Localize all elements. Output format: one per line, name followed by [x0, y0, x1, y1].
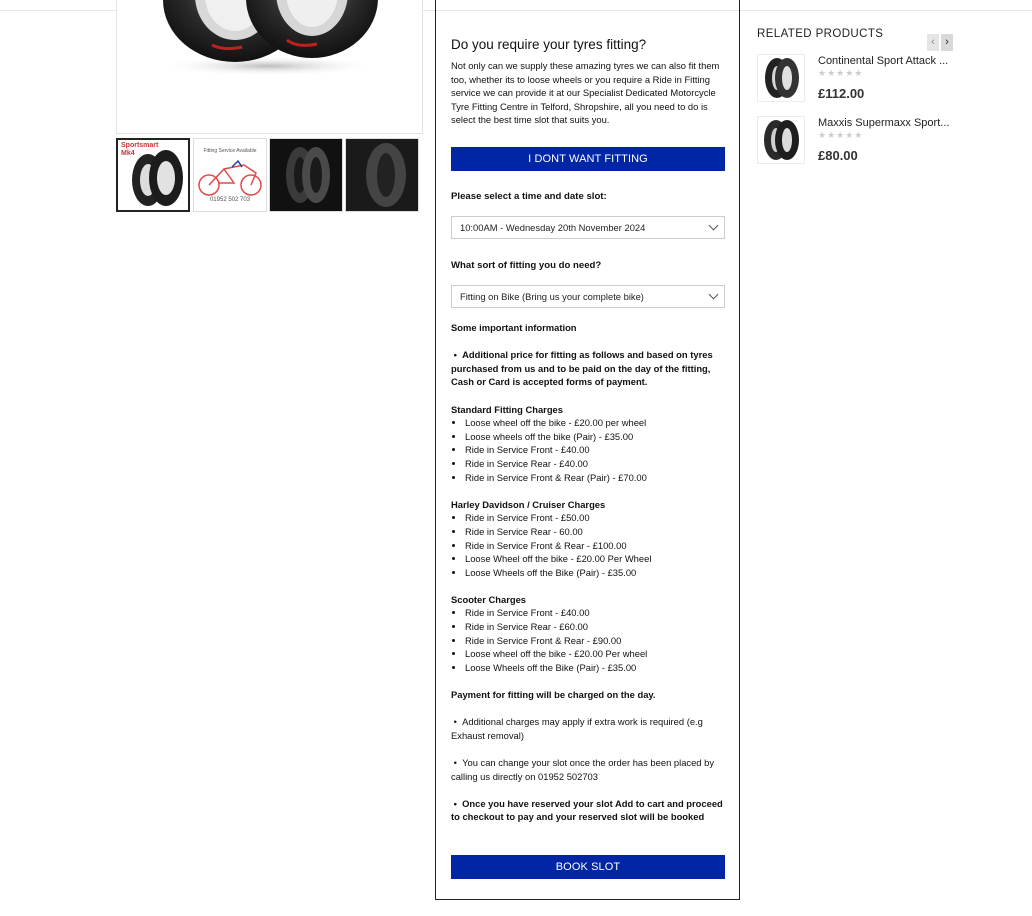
- tyre-pair-icon: [270, 139, 342, 211]
- charge-item: • Ride in Service Rear - £60.00: [465, 620, 725, 634]
- additional-price-text: Additional price for fitting as follows and based on tyres purchased from us and to be paid on the day of the fitting, Cash or Card is accepted forms of payment.: [451, 349, 713, 388]
- charge-item: • Ride in Service Front & Rear - £90.00: [465, 634, 725, 648]
- no-fitting-button[interactable]: I DONT WANT FITTING: [451, 147, 725, 171]
- chevron-down-icon: [709, 290, 719, 300]
- rating-stars: ★★★★★: [818, 130, 864, 140]
- scooter-charges-title: Scooter Charges: [451, 593, 527, 605]
- charge-item: • Ride in Service Rear - 60.00: [465, 525, 725, 539]
- standard-charges-title: Standard Fitting Charges: [451, 403, 563, 415]
- charge-item: • Loose Wheel off the bike - £20.00 Per Wheel: [465, 552, 725, 566]
- time-slot-select[interactable]: [451, 216, 725, 239]
- tyres-image: [117, 0, 422, 133]
- fitting-intro: Not only can we supply these amazing tyres we can also fit them too, whether its to loose wheels or you require a Ride in Fitting service we can provide it at our Specialist Dedicated Motorcycle Tyre Fitting Centre in Telford, Shropshire, all you need to do is select the best time slot that suits you.: [451, 60, 720, 126]
- carousel-next-button[interactable]: ›: [941, 34, 953, 51]
- fitting-type-label: What sort of fitting you do need?: [451, 260, 602, 271]
- charge-item: • Ride in Service Rear - £40.00: [465, 457, 725, 471]
- time-slot-label: Please select a time and date slot:: [451, 191, 607, 202]
- product-thumbnail[interactable]: [757, 116, 805, 164]
- product-name[interactable]: Maxxis Supermaxx Sport...: [818, 117, 950, 129]
- product-price: £112.00: [818, 86, 865, 101]
- fitting-type-select[interactable]: [451, 285, 725, 308]
- book-slot-button[interactable]: BOOK SLOT: [451, 855, 725, 879]
- thumbnail-caption: Sportsmart Mk4: [121, 142, 159, 157]
- tyre-icon: [758, 55, 804, 101]
- product-name[interactable]: Continental Sport Attack ...: [818, 55, 949, 67]
- info-heading: Some important information: [451, 322, 577, 333]
- payment-note: Payment for fitting will be charged on the day.: [451, 689, 656, 701]
- thumbnail-4[interactable]: [345, 138, 419, 212]
- product-thumbnail[interactable]: [757, 54, 805, 102]
- rating-stars: ★★★★★: [818, 68, 864, 78]
- thumbnail-1[interactable]: [116, 138, 190, 212]
- tyre-icon: [758, 117, 804, 163]
- charge-item: • Ride in Service Front - £40.00: [465, 606, 725, 620]
- fitting-type-value: Fitting on Bike (Bring us your complete bike): [460, 291, 644, 302]
- extra-charges-note: Additional charges may apply if extra work is required (e.g Exhaust removal): [451, 716, 703, 741]
- tyre-thumb-icon: [118, 140, 188, 210]
- charge-item: • Loose wheel off the bike - £20.00 Per wheel: [465, 647, 725, 661]
- charge-item: • Ride in Service Front - £40.00: [465, 443, 725, 457]
- fitting-panel: [435, 0, 740, 900]
- charge-item: • Loose Wheels off the Bike (Pair) - £35.00: [465, 661, 725, 675]
- charge-item: • Ride in Service Front & Rear - £100.00: [465, 539, 725, 553]
- thumbnail-3[interactable]: [269, 138, 343, 212]
- thumbnail-2[interactable]: [193, 138, 267, 212]
- related-product-1: [757, 54, 957, 104]
- main-product-image[interactable]: [116, 0, 423, 134]
- standard-charges: [451, 403, 725, 485]
- charge-item: • Loose wheels off the bike (Pair) - £35.00: [465, 430, 725, 444]
- change-slot-note: You can change your slot once the order has been placed by calling us directly on 01952 502703: [451, 757, 715, 782]
- fitting-heading: Do you require your tyres fitting?: [451, 37, 647, 52]
- product-price: £80.00: [818, 148, 858, 163]
- related-products-title: RELATED PRODUCTS: [757, 28, 884, 40]
- charge-item: • Loose Wheels off the Bike (Pair) - £35.00: [465, 566, 725, 580]
- charge-item: • Ride in Service Front & Rear (Pair) - £70.00: [465, 471, 725, 485]
- thumbnail-phone: 01952 502 703: [209, 197, 251, 203]
- harley-charges-title: Harley Davidson / Cruiser Charges: [451, 498, 606, 510]
- time-slot-value: 10:00AM - Wednesday 20th November 2024: [460, 222, 646, 233]
- chevron-down-icon: [709, 221, 719, 231]
- important-info: Some important information • Additional price for fitting as follows and based on tyres purchased from us and to be paid on the day of the fitting, Cash or Card is accepted forms of payment. Standard Fitting Charges • Loose wheel off the bike - £20.00 per wheel • Loose wheels off the bike (Pair) - £35.00 • Ride in Service Front - £40.00 • Ride in Service Rear - £40.00 • Ride in Service Front & Rear (Pair) - £70.00 Harley Davidson / Cruiser Charges • Ride in Service Front - £50.00 • Ride in Service Rear - 60.00 • Ride in Service Front & Rear - £100.00 • Loose Wheel off the bike - £20.00 Per Wheel • Loose Wheels off the Bike (Pair) - £35.00 Scooter Charges • Ride in Service Front - £40.00 • Ride in Service Rear - £60.00 • Ride in Service Front & Rear - £90.00 • Loose wheel off the bike - £20.00 Per wheel • Loose Wheels off the Bike (Pair) - £35.00 Payment for fitting will be charged on the day. • Additional charges may apply if extra work is required (e.g Exhaust removal) • You can change your slot once the order has been placed by calling us directly on 01952 502703 • Once you have reserved your slot Add to cart and proceed to checkout to pay and your reserved slot will be booked: [451, 321, 725, 838]
- tyre-single-icon: [346, 139, 418, 211]
- related-product-2: [757, 116, 957, 166]
- thumbnail-fitting-title: Fitting Service Available: [203, 148, 257, 154]
- charge-item: • Loose wheel off the bike - £20.00 per wheel: [465, 416, 725, 430]
- reserve-slot-note: Once you have reserved your slot Add to cart and proceed to checkout to pay and your reserved slot will be booked: [451, 797, 723, 823]
- harley-charges: [451, 498, 725, 580]
- scooter-charges: [451, 593, 725, 675]
- carousel-prev-button[interactable]: ‹: [927, 34, 939, 51]
- charge-item: • Ride in Service Front - £50.00: [465, 511, 725, 525]
